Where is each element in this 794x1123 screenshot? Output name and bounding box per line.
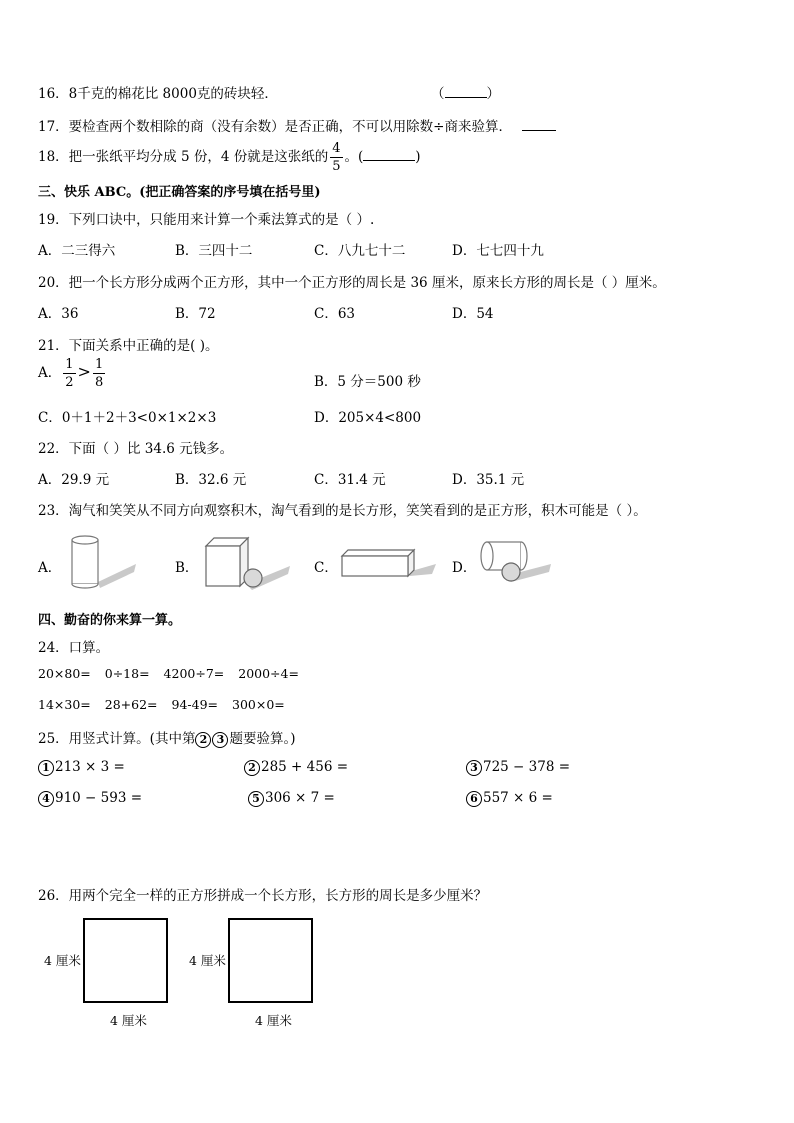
question-20-text: 20．把一个长方形分成两个正方形，其中一个正方形的周长是 36 厘米，原来长方形的周长是（ ）厘米。 [38,275,666,291]
q22-option-c[interactable]: C．31.4 元 [314,472,386,488]
mental-math-item[interactable]: 14×30= [38,697,91,712]
mental-math-item[interactable]: 28+62= [104,697,158,712]
question-23-text: 23．淘气和笑笑从不同方向观察积木，淘气看到的是长方形，笑笑看到的是正方形，积木可能是（ ）。 [38,503,647,519]
vertical-calc-item-3[interactable]: 3 725 − 378 = [466,759,570,776]
q21-option-c[interactable]: C．0＋1＋2＋3<0×1×2×3 [38,410,217,426]
cuboid-figure [338,546,438,582]
circled-number: 2 [244,760,260,776]
q20-option-d[interactable]: D．54 [452,306,494,322]
circled-number: 1 [38,760,54,776]
question-17-text: 17．要检查两个数相除的商（没有余数）是否正确，不可以用除数÷商来验算． [38,119,512,135]
cylinder-figure [62,532,142,590]
question-22-text: 22．下面（ ）比 34.6 元钱多。 [38,441,234,457]
circled-number: 2 [195,732,211,748]
section-3-title: 三、快乐 ABC。(把正确答案的序号填在括号里) [38,185,321,200]
question-16-answer-blank[interactable]: （ ） [431,86,500,102]
fraction-four-fifths: $\frac{4}{5}$ [332,141,341,174]
vertical-calc-item-5[interactable]: 5 306 × 7 = [248,790,335,807]
question-17 [38,115,556,135]
circled-number: 4 [38,791,54,807]
mental-math-item[interactable]: 94-49= [171,697,219,712]
circled-number: 5 [248,791,264,807]
question-18: 18．把一张纸平均分成 5 份，4 份就是这张纸的 $\frac{4}{5}$ 。( ) [38,141,421,174]
circled-number: 3 [466,760,482,776]
mental-math-item[interactable]: 300×0= [232,697,285,712]
circled-number: 3 [212,732,228,748]
mental-math-item[interactable]: 0÷18= [104,666,150,681]
q22-option-a[interactable]: A．29.9 元 [38,472,110,488]
q19-option-b[interactable]: B．三四十二 [175,243,253,259]
lying-cylinder-and-ball-figure [475,536,555,586]
q19-option-c[interactable]: C．八九七十二 [314,243,406,259]
mental-math-item[interactable]: 20×80= [38,666,91,681]
square-right [228,918,313,1003]
question-19-text: 19．下列口诀中，只能用来计算一个乘法算式的是（ ）. [38,212,375,228]
q19-option-a[interactable]: A．二三得六 [38,243,116,259]
question-21-text: 21．下面关系中正确的是( )。 [38,338,219,354]
section-4-title: 四、勤奋的你来算一算。 [38,613,182,628]
fraction-one-half: $\frac{1}{2}$ [65,357,74,390]
mental-math-row-2 [38,697,285,712]
question-26-text: 26．用两个完全一样的正方形拼成一个长方形，长方形的周长是多少厘米？ [38,888,488,904]
q21-option-a[interactable]: A． $\frac{1}{2}$ > $\frac{1}{8}$ [38,357,104,390]
q23-option-b[interactable]: B． [175,560,199,576]
q21-option-b[interactable]: B．5 分＝500 秒 [314,374,421,390]
vertical-calc-item-2[interactable]: 2 285 + 456 = [244,759,348,776]
q20-option-c[interactable]: C．63 [314,306,356,322]
mental-math-item[interactable]: 2000÷4= [238,666,299,681]
question-24-text: 24．口算。 [38,640,110,656]
question-25: 25．用竖式计算。(其中第 2 3 题要验算。) [38,731,296,747]
vertical-calc-item-1[interactable]: 1 213 × 3 = [38,759,125,776]
q19-option-d[interactable]: D．七七四十九 [452,243,544,259]
side-label: 4 厘米 [255,1013,292,1028]
question-16 [38,82,278,102]
q23-option-c[interactable]: C． [314,560,338,576]
side-label: 4 厘米 [44,953,81,968]
q22-option-d[interactable]: D．35.1 元 [452,472,525,488]
mental-math-item[interactable]: 4200÷7= [163,666,225,681]
q20-option-b[interactable]: B．72 [175,306,216,322]
q21-option-d[interactable]: D．205×4<800 [314,410,422,426]
fraction-one-eighth: $\frac{1}{8}$ [94,357,104,390]
circled-number: 6 [466,791,482,807]
q23-option-d[interactable]: D． [452,560,477,576]
vertical-calc-item-4[interactable]: 4 910 − 593 = [38,790,142,807]
q22-option-b[interactable]: B．32.6 元 [175,472,247,488]
side-label: 4 厘米 [189,953,226,968]
question-16-text: 16．8千克的棉花比 8000克的砖块轻． [38,86,278,102]
square-left [83,918,168,1003]
q23-option-a[interactable]: A． [38,560,62,576]
cube-and-ball-figure [200,532,295,592]
vertical-calc-item-6[interactable]: 6 557 × 6 = [466,790,553,807]
side-label: 4 厘米 [110,1013,147,1028]
question-17-answer-blank[interactable] [522,118,556,131]
mental-math-row-1 [38,666,299,681]
question-18-answer-blank[interactable] [363,148,415,161]
q20-option-a[interactable]: A．36 [38,306,79,322]
